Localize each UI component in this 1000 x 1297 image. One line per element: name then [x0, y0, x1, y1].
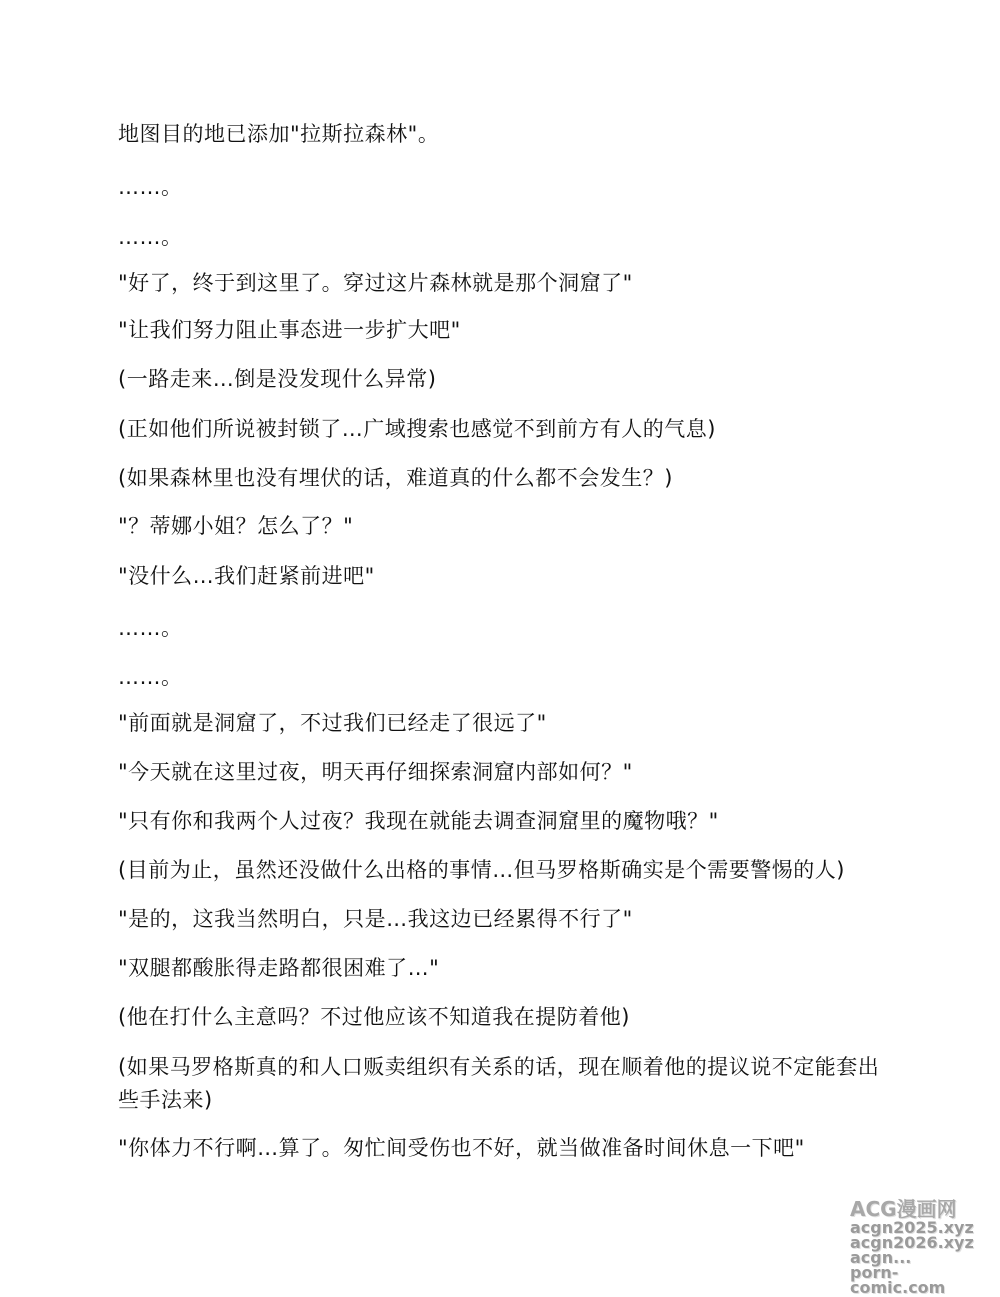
- watermark-url-1: acgn2025.xyz: [850, 1218, 974, 1237]
- text-line-20: (如果马罗格斯真的和人口贩卖组织有关系的话，现在顺着他的提议说不定能套出些手法来): [118, 1055, 880, 1112]
- text-line-5: "让我们努力阻止事态进一步扩大吧": [118, 318, 461, 342]
- text-line-10: "没什么…我们赶紧前进吧": [118, 564, 375, 588]
- text-line-3: ……。: [118, 225, 183, 249]
- watermark-url-3: acgn...: [850, 1248, 912, 1267]
- text-line-6: (一路走来…倒是没发现什么异常): [118, 367, 437, 391]
- text-line-18: "双腿都酸胀得走路都很困难了…": [118, 956, 440, 980]
- watermark-title: ACG漫画网: [850, 1197, 957, 1221]
- watermark: [850, 1197, 980, 1297]
- text-line-13: "前面就是洞窟了，不过我们已经走了很远了": [118, 711, 547, 735]
- text-line-8: (如果森林里也没有埋伏的话，难道真的什么都不会发生？): [118, 466, 673, 490]
- text-line-12: ……。: [118, 665, 183, 689]
- text-line-16: (目前为止，虽然还没做什么出格的事情…但马罗格斯确实是个需要警惕的人): [118, 858, 845, 882]
- text-line-4: "好了，终于到这里了。穿过这片森林就是那个洞窟了": [118, 271, 633, 295]
- text-line-2: ……。: [118, 175, 183, 199]
- text-line-21: "你体力不行啊…算了。匆忙间受伤也不好，就当做准备时间休息一下吧": [118, 1136, 805, 1160]
- watermark-url-4: porn-comic.com: [850, 1263, 946, 1297]
- text-line-7: (正如他们所说被封锁了…广域搜索也感觉不到前方有人的气息): [118, 417, 716, 441]
- watermark-url-2: acgn2026.xyz: [850, 1233, 974, 1252]
- text-line-17: "是的，这我当然明白，只是…我这边已经累得不行了": [118, 907, 633, 931]
- text-line-14: "今天就在这里过夜，明天再仔细探索洞窟内部如何？": [118, 760, 633, 784]
- text-line-11: ……。: [118, 616, 183, 640]
- text-line-9: "？蒂娜小姐？怎么了？": [118, 514, 354, 538]
- text-line-15: "只有你和我两个人过夜？我现在就能去调查洞窟里的魔物哦？": [118, 809, 719, 833]
- text-line-1: 地图目的地已添加"拉斯拉森林"。: [118, 122, 440, 146]
- text-line-19: (他在打什么主意吗？不过他应该不知道我在提防着他): [118, 1005, 630, 1029]
